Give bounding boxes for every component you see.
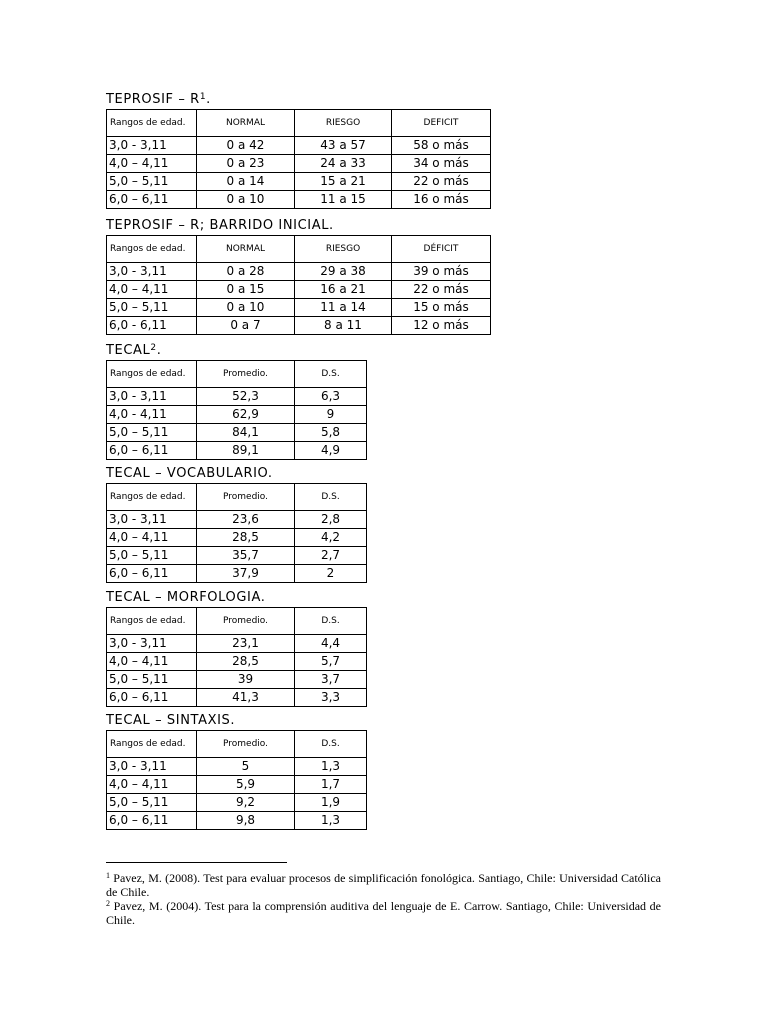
header-normal: NORMAL (197, 236, 295, 263)
section-heading: TECAL – MORFOLOGIA. (106, 590, 266, 605)
footnotes (106, 862, 661, 927)
header-age-range: Rangos de edad. (107, 361, 197, 388)
cell-mean: 37,9 (197, 565, 295, 583)
table-row (107, 547, 367, 565)
header-sd: D.S. (295, 361, 367, 388)
cell-sd: 5,7 (295, 653, 367, 671)
table-row (107, 758, 367, 776)
section-tecal-vocabulario (106, 465, 367, 583)
table-row (107, 794, 367, 812)
cell-sd: 1,3 (295, 758, 367, 776)
table-header-row (107, 608, 367, 635)
cell-deficit: 34 o más (392, 155, 491, 173)
cell-age-range: 5,0 – 5,11 (107, 547, 197, 565)
cell-mean: 41,3 (197, 689, 295, 707)
cell-age-range: 4,0 – 4,11 (107, 155, 197, 173)
table-header-row (107, 731, 367, 758)
header-age-range: Rangos de edad. (107, 110, 197, 137)
header-mean: Promedio. (197, 484, 295, 511)
cell-deficit: 12 o más (392, 317, 491, 335)
table-row (107, 511, 367, 529)
footnote-text: Pavez, M. (2008). Test para evaluar procesos de simplificación fonológica. Santiago, Chile: Universidad Católica de Chile. (106, 871, 661, 899)
section-tecal (106, 342, 367, 460)
cell-deficit: 15 o más (392, 299, 491, 317)
table-header-row (107, 236, 491, 263)
cell-sd: 9 (295, 406, 367, 424)
section-heading: TECAL$^2$. (106, 343, 162, 358)
section-tecal-morfologia (106, 589, 367, 707)
cell-deficit: 16 o más (392, 191, 491, 209)
footnote-text: Pavez, M. (2004). Test para la comprensión auditiva del lenguaje de E. Carrow. Santiago, Chile: Universidad de Chile. (106, 899, 662, 927)
cell-age-range: 3,0 - 3,11 (107, 137, 197, 155)
cell-age-range: 6,0 – 6,11 (107, 812, 197, 830)
cell-mean: 9,8 (197, 812, 295, 830)
cell-deficit: 58 o más (392, 137, 491, 155)
cell-age-range: 5,0 – 5,11 (107, 794, 197, 812)
cell-deficit: 22 o más (392, 281, 491, 299)
cell-age-range: 4,0 - 4,11 (107, 406, 197, 424)
footnote (106, 899, 661, 927)
cell-normal: 0 a 14 (197, 173, 295, 191)
header-sd: D.S. (295, 484, 367, 511)
cell-age-range: 4,0 – 4,11 (107, 281, 197, 299)
cell-deficit: 22 o más (392, 173, 491, 191)
section-heading: TECAL – VOCABULARIO. (106, 466, 273, 481)
norms-table (106, 483, 367, 583)
cell-sd: 4,4 (295, 635, 367, 653)
cell-age-range: 3,0 - 3,11 (107, 263, 197, 281)
footnote-separator (106, 862, 287, 863)
cell-risk: 15 a 21 (295, 173, 392, 191)
table-row (107, 406, 367, 424)
section-heading: TECAL – SINTAXIS. (106, 713, 236, 728)
section-teprosif-r-barrido (106, 217, 491, 335)
cell-normal: 0 a 15 (197, 281, 295, 299)
table-row (107, 529, 367, 547)
cell-mean: 52,3 (197, 388, 295, 406)
cell-normal: 0 a 7 (197, 317, 295, 335)
cell-sd: 3,3 (295, 689, 367, 707)
header-risk: RIESGO (295, 110, 392, 137)
table-row (107, 689, 367, 707)
header-deficit: DEFICIT (392, 110, 491, 137)
header-mean: Promedio. (197, 361, 295, 388)
cell-risk: 11 a 14 (295, 299, 392, 317)
table-header-row (107, 110, 491, 137)
cell-age-range: 5,0 – 5,11 (107, 299, 197, 317)
cell-sd: 6,3 (295, 388, 367, 406)
cell-mean: 62,9 (197, 406, 295, 424)
header-age-range: Rangos de edad. (107, 236, 197, 263)
table-row (107, 299, 491, 317)
table-row (107, 388, 367, 406)
table-row (107, 653, 367, 671)
table-header-row (107, 484, 367, 511)
header-age-range: Rangos de edad. (107, 608, 197, 635)
norms-table (106, 360, 367, 460)
cell-mean: 39 (197, 671, 295, 689)
norms-table (106, 607, 367, 707)
cell-normal: 0 a 42 (197, 137, 295, 155)
norms-table (106, 730, 367, 830)
cell-age-range: 3,0 - 3,11 (107, 388, 197, 406)
cell-age-range: 6,0 – 6,11 (107, 689, 197, 707)
table-row (107, 635, 367, 653)
cell-normal: 0 a 23 (197, 155, 295, 173)
cell-sd: 2,7 (295, 547, 367, 565)
table-row (107, 812, 367, 830)
cell-sd: 2 (295, 565, 367, 583)
footnote (106, 871, 661, 899)
cell-mean: 89,1 (197, 442, 295, 460)
cell-risk: 8 a 11 (295, 317, 392, 335)
norms-table (106, 235, 491, 335)
table-row (107, 263, 491, 281)
cell-mean: 28,5 (197, 529, 295, 547)
header-mean: Promedio. (197, 608, 295, 635)
table-row (107, 317, 491, 335)
cell-age-range: 4,0 – 4,11 (107, 529, 197, 547)
cell-deficit: 39 o más (392, 263, 491, 281)
cell-sd: 2,8 (295, 511, 367, 529)
header-sd: D.S. (295, 608, 367, 635)
footnote-mark: 1 (106, 871, 110, 880)
cell-age-range: 3,0 - 3,11 (107, 635, 197, 653)
cell-mean: 9,2 (197, 794, 295, 812)
cell-risk: 43 a 57 (295, 137, 392, 155)
table-row (107, 442, 367, 460)
cell-risk: 11 a 15 (295, 191, 392, 209)
cell-mean: 5,9 (197, 776, 295, 794)
cell-sd: 3,7 (295, 671, 367, 689)
cell-age-range: 3,0 - 3,11 (107, 758, 197, 776)
cell-sd: 5,8 (295, 424, 367, 442)
cell-age-range: 5,0 – 5,11 (107, 173, 197, 191)
table-row (107, 671, 367, 689)
cell-mean: 84,1 (197, 424, 295, 442)
cell-risk: 29 a 38 (295, 263, 392, 281)
cell-age-range: 3,0 - 3,11 (107, 511, 197, 529)
cell-sd: 1,7 (295, 776, 367, 794)
cell-normal: 0 a 28 (197, 263, 295, 281)
cell-age-range: 6,0 - 6,11 (107, 317, 197, 335)
cell-normal: 0 a 10 (197, 191, 295, 209)
cell-mean: 5 (197, 758, 295, 776)
norms-table (106, 109, 491, 209)
table-row (107, 173, 491, 191)
table-row (107, 281, 491, 299)
section-heading: TEPROSIF – $R^1$. (106, 92, 211, 107)
section-tecal-sintaxis (106, 712, 367, 830)
cell-age-range: 6,0 – 6,11 (107, 191, 197, 209)
cell-normal: 0 a 10 (197, 299, 295, 317)
cell-age-range: 6,0 – 6,11 (107, 442, 197, 460)
cell-sd: 1,3 (295, 812, 367, 830)
table-row (107, 776, 367, 794)
table-row (107, 137, 491, 155)
cell-risk: 24 a 33 (295, 155, 392, 173)
cell-age-range: 6,0 – 6,11 (107, 565, 197, 583)
header-risk: RIESGO (295, 236, 392, 263)
header-mean: Promedio. (197, 731, 295, 758)
cell-risk: 16 a 21 (295, 281, 392, 299)
cell-sd: 4,2 (295, 529, 367, 547)
header-deficit: DÉFICIT (392, 236, 491, 263)
table-header-row (107, 361, 367, 388)
cell-age-range: 4,0 – 4,11 (107, 776, 197, 794)
cell-age-range: 4,0 – 4,11 (107, 653, 197, 671)
cell-sd: 1,9 (295, 794, 367, 812)
table-row (107, 565, 367, 583)
header-age-range: Rangos de edad. (107, 731, 197, 758)
header-age-range: Rangos de edad. (107, 484, 197, 511)
cell-sd: 4,9 (295, 442, 367, 460)
table-row (107, 155, 491, 173)
header-normal: NORMAL (197, 110, 295, 137)
cell-mean: 35,7 (197, 547, 295, 565)
cell-age-range: 5,0 – 5,11 (107, 671, 197, 689)
footnote-mark: 2 (106, 899, 110, 908)
table-row (107, 424, 367, 442)
cell-mean: 28,5 (197, 653, 295, 671)
cell-mean: 23,6 (197, 511, 295, 529)
section-heading: TEPROSIF – R; BARRIDO INICIAL. (106, 218, 334, 233)
table-row (107, 191, 491, 209)
section-teprosif-r (106, 91, 491, 209)
header-sd: D.S. (295, 731, 367, 758)
cell-mean: 23,1 (197, 635, 295, 653)
cell-age-range: 5,0 – 5,11 (107, 424, 197, 442)
